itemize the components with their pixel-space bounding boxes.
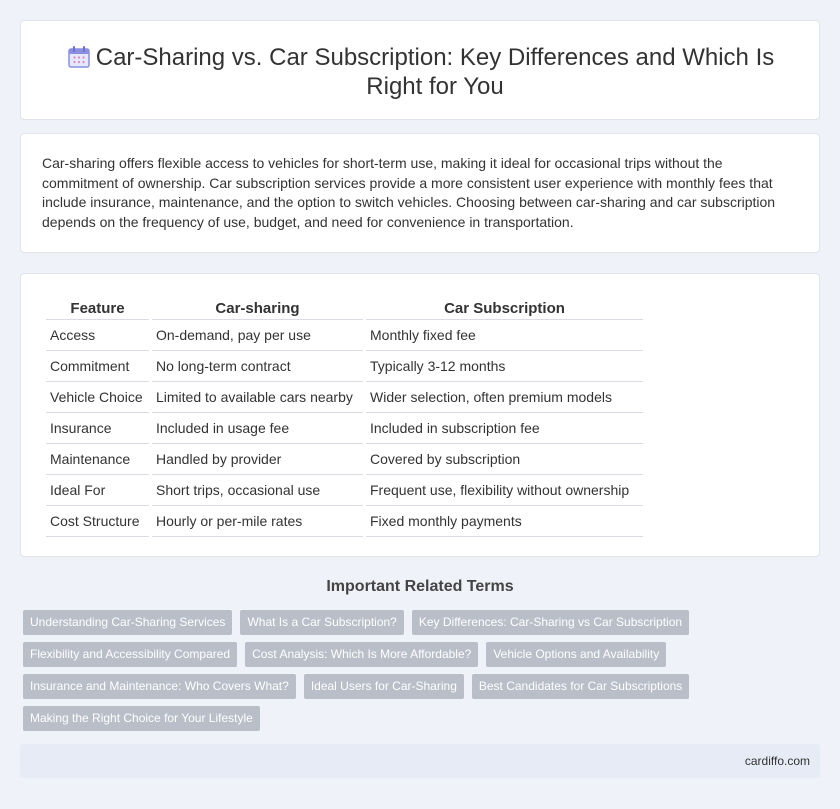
- table-row: [46, 444, 643, 475]
- table-row: [46, 382, 643, 413]
- related-terms-heading: Important Related Terms: [326, 578, 514, 595]
- table-cell: No long-term contract: [152, 351, 363, 382]
- summary-card: [20, 133, 820, 253]
- related-term-link[interactable]: Best Candidates for Car Subscriptions: [472, 674, 689, 699]
- table-cell: Ideal For: [46, 475, 149, 506]
- header-car-sharing: Car-sharing: [152, 294, 363, 320]
- related-term-link[interactable]: Cost Analysis: Which Is More Affordable?: [245, 642, 478, 667]
- footer: [20, 744, 820, 778]
- page-title: Car-Sharing vs. Car Subscription: Key Differences and Which Is Right for You: [95, 44, 775, 100]
- related-term-link[interactable]: What Is a Car Subscription?: [240, 610, 403, 635]
- table-cell: Handled by provider: [152, 444, 363, 475]
- table-cell: Typically 3-12 months: [366, 351, 643, 382]
- table-cell: Insurance: [46, 413, 149, 444]
- header-car-subscription: Car Subscription: [366, 294, 643, 320]
- table-cell: Hourly or per-mile rates: [152, 506, 363, 537]
- comparison-table: [43, 294, 646, 537]
- related-term-link[interactable]: Key Differences: Car-Sharing vs Car Subscription: [412, 610, 689, 635]
- table-cell: Covered by subscription: [366, 444, 643, 475]
- table-cell: Included in usage fee: [152, 413, 363, 444]
- table-cell: Limited to available cars nearby: [152, 382, 363, 413]
- table-cell: On-demand, pay per use: [152, 320, 363, 351]
- table-cell: Commitment: [46, 351, 149, 382]
- table-cell: Included in subscription fee: [366, 413, 643, 444]
- tag-row: [23, 674, 723, 706]
- comparison-card: [20, 273, 820, 557]
- related-term-link[interactable]: Ideal Users for Car-Sharing: [304, 674, 464, 699]
- related-term-link[interactable]: Understanding Car-Sharing Services: [23, 610, 232, 635]
- header-card: [20, 20, 820, 120]
- related-term-link[interactable]: Insurance and Maintenance: Who Covers What?: [23, 674, 296, 699]
- table-cell: Cost Structure: [46, 506, 149, 537]
- tag-row: [23, 706, 723, 738]
- table-cell: Access: [46, 320, 149, 351]
- header-feature: Feature: [46, 294, 149, 320]
- table-row: [46, 506, 643, 537]
- tag-row: [23, 642, 723, 674]
- related-term-link[interactable]: Making the Right Choice for Your Lifestyle: [23, 706, 260, 731]
- table-row: [46, 475, 643, 506]
- summary-text: Car-sharing offers flexible access to vehicles for short-term use, making it ideal for occasional trips without the commitment of ownership. Car subscription services provide a more consistent user experience with monthly fees that include insurance, maintenance, and the option to switch vehicles. Choosing between car-sharing and car subscription depends on the frequency of use, budget, and need for convenience in transportation.: [42, 155, 776, 230]
- site-link[interactable]: cardiffo.com: [744, 754, 810, 768]
- related-terms-list: [23, 610, 723, 738]
- table-row: [46, 351, 643, 382]
- table-cell: Fixed monthly payments: [366, 506, 643, 537]
- table-cell: Short trips, occasional use: [152, 475, 363, 506]
- tag-row: [23, 610, 723, 642]
- table-row: [46, 320, 643, 351]
- table-cell: Maintenance: [46, 444, 149, 475]
- table-cell: Frequent use, flexibility without ownership: [366, 475, 643, 506]
- table-header-row: [46, 294, 643, 320]
- table-row: [46, 413, 643, 444]
- table-cell: Vehicle Choice: [46, 382, 149, 413]
- related-term-link[interactable]: Vehicle Options and Availability: [486, 642, 666, 667]
- table-cell: Monthly fixed fee: [366, 320, 643, 351]
- table-cell: Wider selection, often premium models: [366, 382, 643, 413]
- related-term-link[interactable]: Flexibility and Accessibility Compared: [23, 642, 237, 667]
